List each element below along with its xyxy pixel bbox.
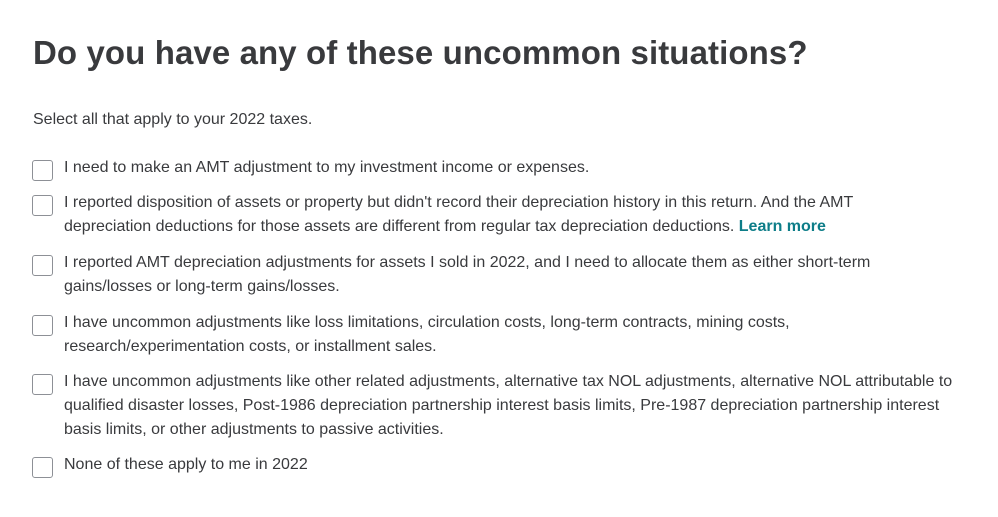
option-other-related-adjustments[interactable] [32, 373, 962, 442]
option-label: I reported disposition of assets or property but didn't record their depreciation history in this return. And the AMT depreciation deductions for those assets are different from regular tax depreciation deductions. [64, 194, 853, 235]
option-checkbox[interactable] [32, 457, 53, 478]
option-label: I need to make an AMT adjustment to my investment income or expenses. [64, 159, 590, 176]
option-label: I have uncommon adjustments like loss limitations, circulation costs, long-term contracts, mining costs, research/experimentation costs, or installment sales. [64, 314, 790, 355]
option-disposition-depreciation-history[interactable] [32, 194, 922, 239]
option-checkbox[interactable] [32, 374, 53, 395]
option-label: I reported AMT depreciation adjustments for assets I sold in 2022, and I need to allocate them as either short-term gains/losses or long-term gains/losses. [64, 254, 871, 295]
page-title: Do you have any of these uncommon situations? [33, 34, 808, 71]
option-allocate-amt-depreciation[interactable] [32, 254, 922, 299]
option-checkbox[interactable] [32, 160, 53, 181]
option-none-apply[interactable] [32, 456, 932, 478]
option-checkbox[interactable] [32, 255, 53, 276]
option-checkbox[interactable] [32, 195, 53, 216]
learn-more-link[interactable]: Learn more [738, 218, 826, 235]
option-loss-limitations-adjustments[interactable] [32, 314, 922, 359]
option-label: I have uncommon adjustments like other related adjustments, alternative tax NOL adjustments, alternative NOL attributable to qualified disaster losses, Post-1986 depreciation partnership interest basis limits, Pre-1987 depreciation partnership interest basis limits, or other adjustments to passive activities. [64, 373, 953, 438]
option-label: None of these apply to me in 2022 [64, 456, 308, 473]
page-subtitle: Select all that apply to your 2022 taxes. [33, 111, 313, 128]
option-checkbox[interactable] [32, 315, 53, 336]
option-label-wrapper [64, 191, 922, 239]
option-amt-investment-adjustment[interactable] [32, 159, 932, 181]
